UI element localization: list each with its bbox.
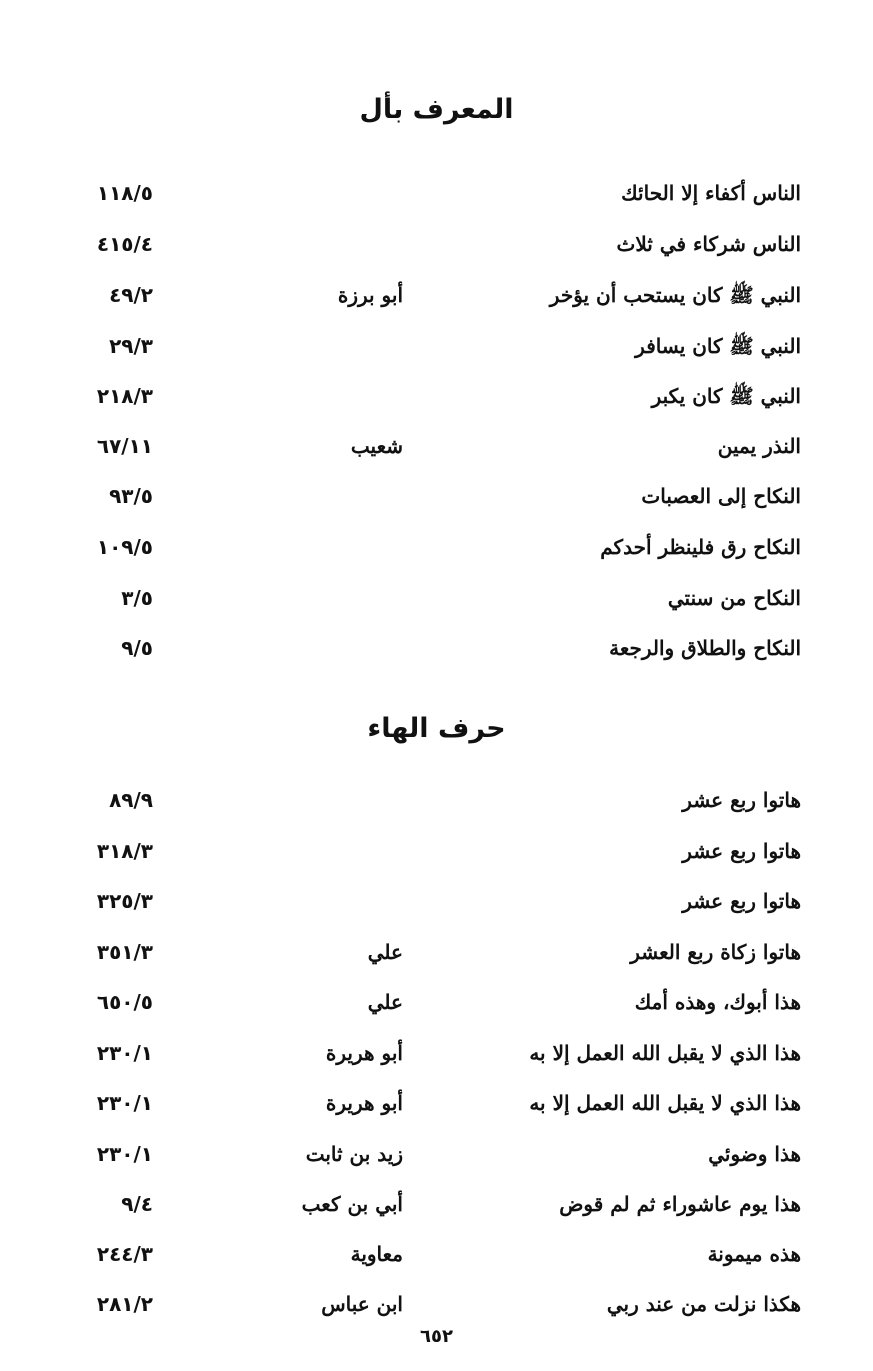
volume-page-reference: ٢٣٠/١ bbox=[96, 1142, 153, 1166]
index-entry bbox=[0, 578, 873, 618]
hadith-text: هاتوا ربع عشر bbox=[682, 788, 801, 812]
hadith-text: النبي ﷺ كان يسافر bbox=[635, 334, 801, 358]
hadith-text: النكاح من سنتي bbox=[667, 586, 801, 610]
hadith-text: هذا الذي لا يقبل الله العمل إلا به bbox=[529, 1091, 801, 1115]
narrator: أبو هريرة bbox=[325, 1041, 403, 1065]
volume-page-reference: ٩٣/٥ bbox=[109, 484, 153, 508]
page-number: ٦٥٢ bbox=[420, 1326, 453, 1347]
volume-page-reference: ١٠٩/٥ bbox=[96, 535, 153, 559]
hadith-text: هذا يوم عاشوراء ثم لم قوض bbox=[559, 1192, 801, 1216]
index-entry bbox=[0, 527, 873, 567]
volume-page-reference: ٢٨١/٢ bbox=[96, 1292, 153, 1316]
volume-page-reference: ٢٣٠/١ bbox=[96, 1091, 153, 1115]
hadith-text: هذا الذي لا يقبل الله العمل إلا به bbox=[529, 1041, 801, 1065]
volume-page-reference: ٤١٥/٤ bbox=[96, 232, 153, 256]
index-entry bbox=[0, 224, 873, 264]
section-heading-definite-article: المعرف بأل bbox=[359, 94, 514, 125]
index-entry bbox=[0, 376, 873, 416]
index-entry bbox=[0, 932, 873, 972]
index-entry bbox=[0, 275, 873, 315]
hadith-text: النبي ﷺ كان يكبر bbox=[651, 384, 801, 408]
narrator: أبي بن كعب bbox=[301, 1192, 403, 1216]
hadith-text: هذا أبوك، وهذه أمك bbox=[634, 990, 801, 1014]
hadith-text: النبي ﷺ كان يستحب أن يؤخر bbox=[549, 283, 801, 307]
volume-page-reference: ٨٩/٩ bbox=[109, 788, 153, 812]
index-entry bbox=[0, 1284, 873, 1324]
hadith-text: الناس أكفاء إلا الحائك bbox=[621, 181, 801, 205]
index-entry bbox=[0, 476, 873, 516]
volume-page-reference: ٣٢٥/٣ bbox=[96, 889, 153, 913]
volume-page-reference: ٢٤٤/٣ bbox=[96, 1242, 153, 1266]
volume-page-reference: ٤٩/٢ bbox=[109, 283, 153, 307]
hadith-text: النكاح رق فلينظر أحدكم bbox=[600, 535, 801, 559]
index-entry bbox=[0, 1033, 873, 1073]
hadith-text: هكذا نزلت من عند ربي bbox=[606, 1292, 801, 1316]
volume-page-reference: ٢٩/٣ bbox=[109, 334, 153, 358]
volume-page-reference: ٩/٤ bbox=[121, 1192, 153, 1216]
narrator: ابن عباس bbox=[321, 1292, 403, 1316]
index-entry bbox=[0, 881, 873, 921]
volume-page-reference: ٩/٥ bbox=[121, 636, 153, 660]
narrator: علي bbox=[367, 940, 403, 964]
hadith-text: هاتوا ربع عشر bbox=[682, 889, 801, 913]
hadith-text: هاتوا زكاة ربع العشر bbox=[630, 940, 801, 964]
hadith-text: الناس شركاء في ثلاث bbox=[616, 232, 801, 256]
volume-page-reference: ٢١٨/٣ bbox=[96, 384, 153, 408]
narrator: معاوية bbox=[350, 1242, 403, 1266]
narrator: أبو هريرة bbox=[325, 1091, 403, 1115]
volume-page-reference: ٣/٥ bbox=[121, 586, 153, 610]
hadith-text: النذر يمين bbox=[717, 434, 801, 458]
volume-page-reference: ٦٥٠/٥ bbox=[96, 990, 153, 1014]
narrator: أبو برزة bbox=[337, 283, 403, 307]
narrator: زيد بن ثابت bbox=[305, 1142, 403, 1166]
index-entry bbox=[0, 1234, 873, 1274]
hadith-text: النكاح إلى العصبات bbox=[641, 484, 801, 508]
hadith-text: هذه ميمونة bbox=[707, 1242, 801, 1266]
index-entry bbox=[0, 780, 873, 820]
hadith-text: هذا وضوئي bbox=[708, 1142, 801, 1166]
index-entry bbox=[0, 1083, 873, 1123]
index-entry bbox=[0, 326, 873, 366]
volume-page-reference: ١١٨/٥ bbox=[96, 181, 153, 205]
volume-page-reference: ٦٧/١١ bbox=[96, 434, 153, 458]
volume-page-reference: ٣٥١/٣ bbox=[96, 940, 153, 964]
index-entry bbox=[0, 1134, 873, 1174]
narrator: علي bbox=[367, 990, 403, 1014]
section-heading-letter-ha: حرف الهاء bbox=[367, 713, 506, 744]
index-entry bbox=[0, 1184, 873, 1224]
index-entry bbox=[0, 831, 873, 871]
index-entry bbox=[0, 426, 873, 466]
index-entry bbox=[0, 982, 873, 1022]
volume-page-reference: ٢٣٠/١ bbox=[96, 1041, 153, 1065]
hadith-text: هاتوا ربع عشر bbox=[682, 839, 801, 863]
index-entry bbox=[0, 628, 873, 668]
volume-page-reference: ٣١٨/٣ bbox=[96, 839, 153, 863]
index-entry bbox=[0, 173, 873, 213]
hadith-text: النكاح والطلاق والرجعة bbox=[609, 636, 801, 660]
narrator: شعيب bbox=[350, 434, 403, 458]
